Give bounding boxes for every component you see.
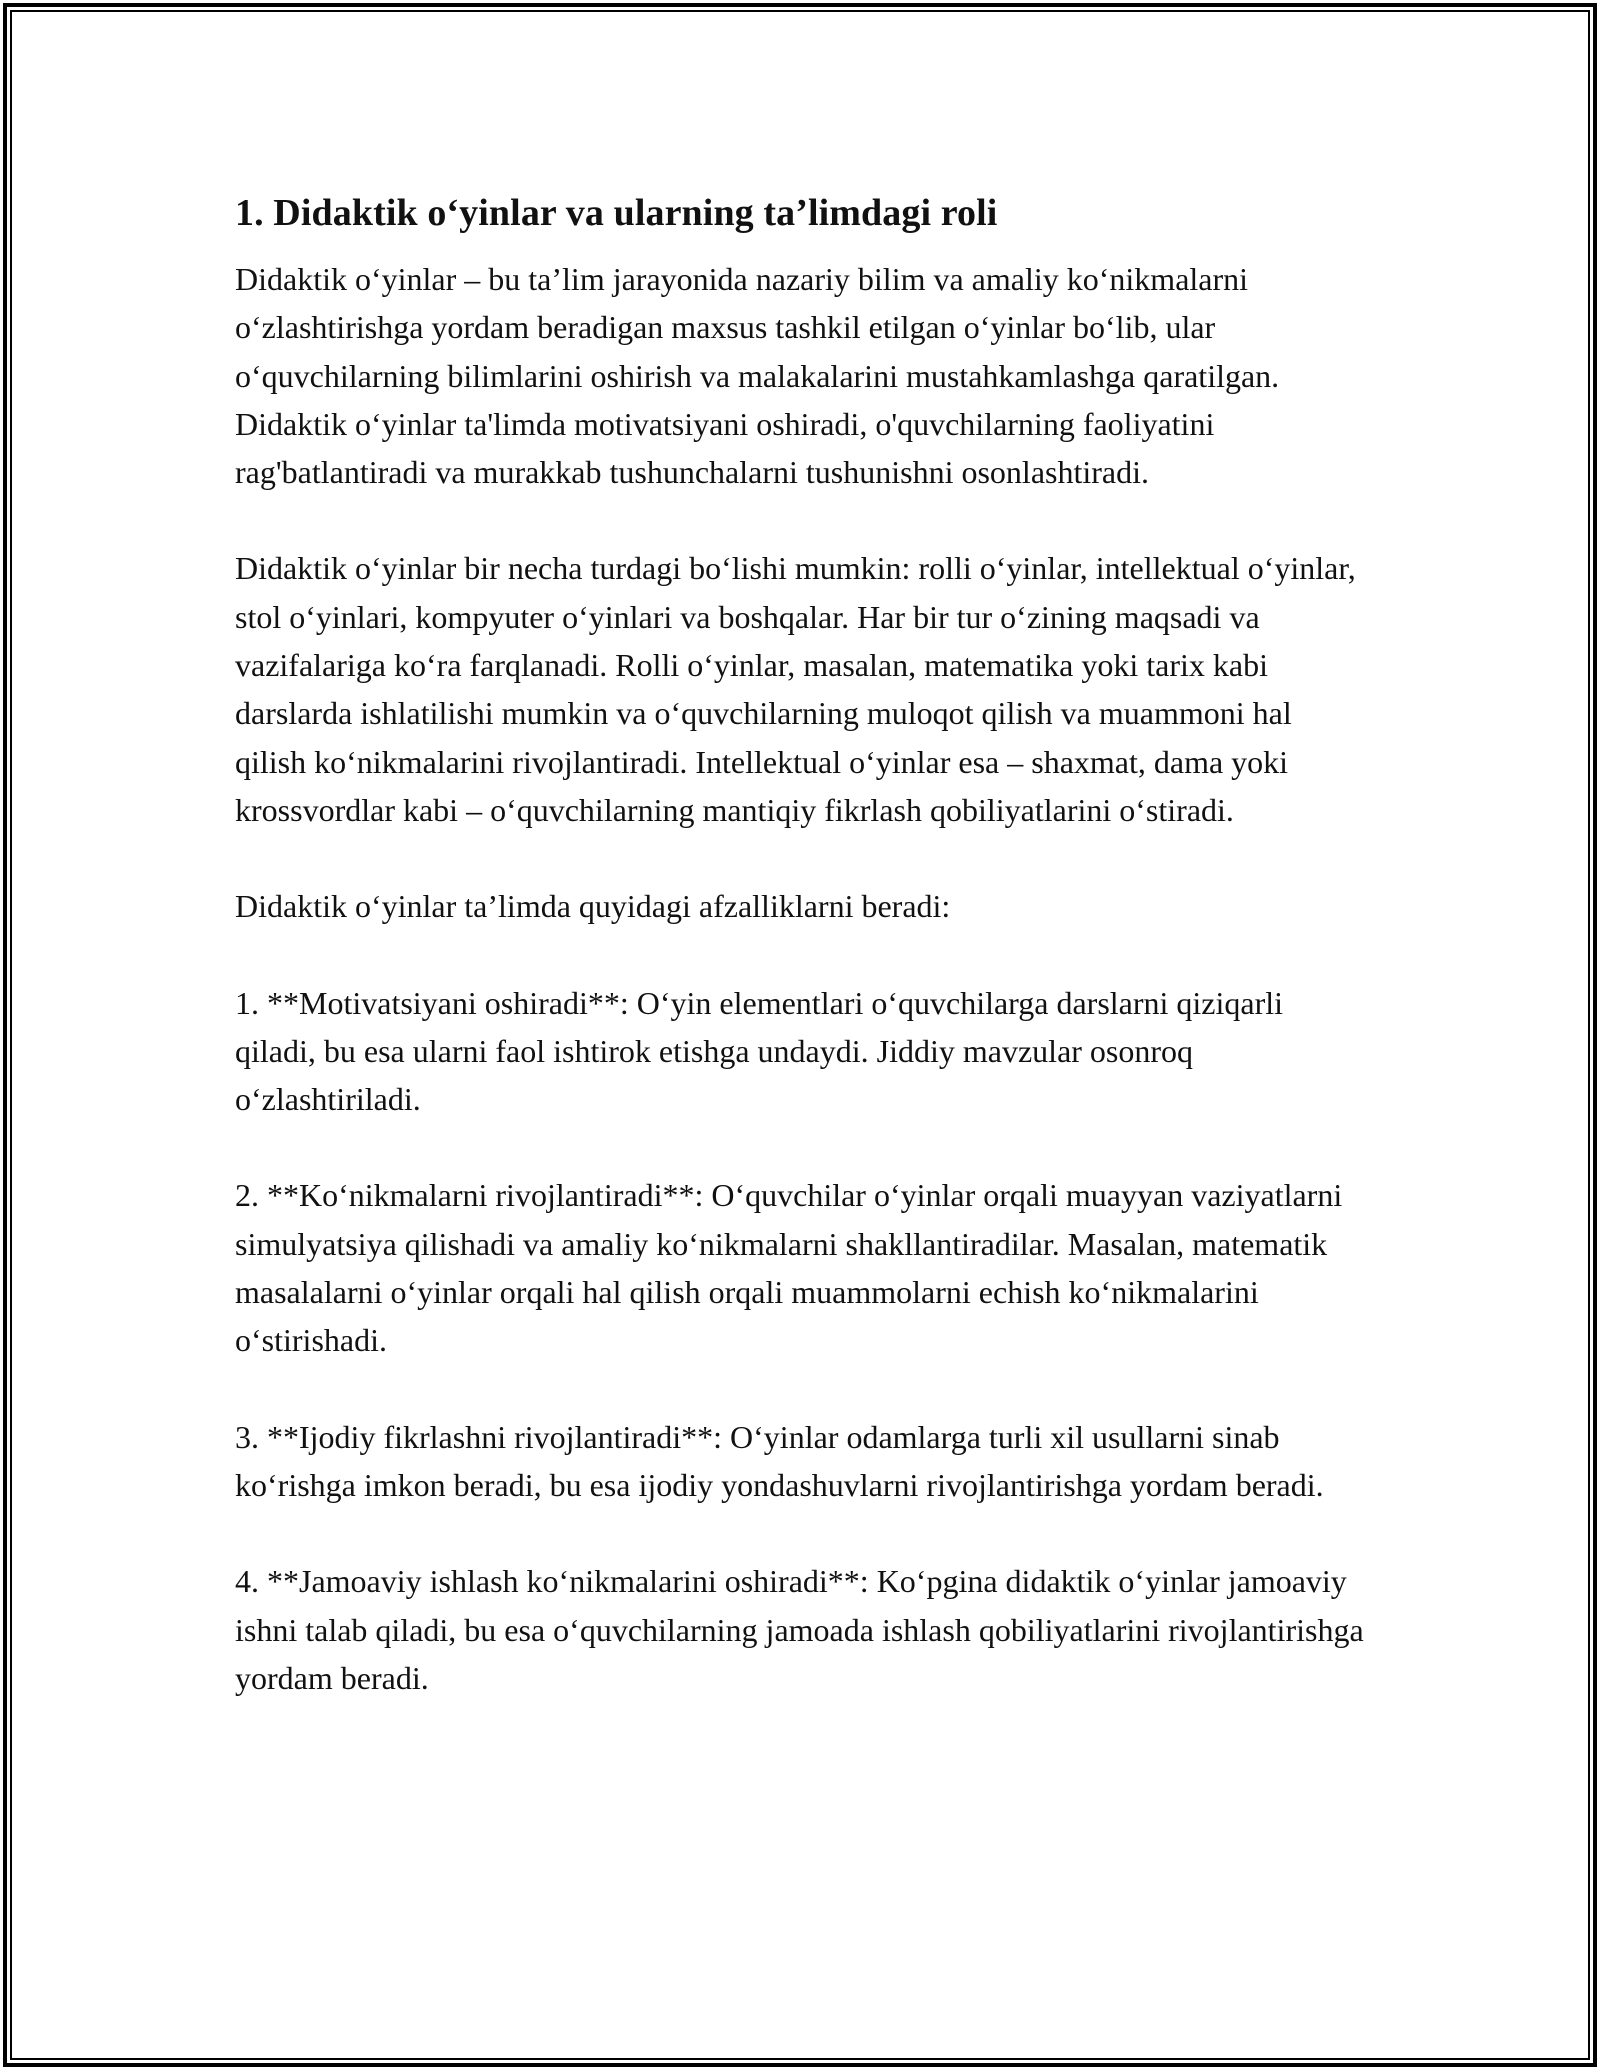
list-item-creative-thinking: 3. **Ijodiy fikrlashni rivojlantiradi**: O‘yinlar odamlarga turli xil usullarni sinab ko‘rishga imkon beradi, bu esa ijodiy yondashuvlarni rivojlantirishga yordam beradi. — [235, 1418, 1324, 1503]
section-heading: 1. Didaktik o‘yinlar va ularning ta’limdagi roli — [235, 192, 998, 234]
paragraph-definition: Didaktik o‘yinlar – bu ta’lim jarayonida nazariy bilim va amaliy ko‘nikmalarni o‘zlashtirishga yordam beradigan maxsus tashkil etilgan o‘yinlar bo‘lib, ular o‘quvchilarning bilimlarini oshirish va malakalarini mustahkamlashga qaratilgan. Didaktik o‘yinlar ta'limda motivatsiyani oshiradi, o'quvchilarning faoliyatini rag'batlantiradi va murakkab tushunchalarni tushunishni osonlashtiradi. — [235, 261, 1280, 491]
list-item-teamwork: 4. **Jamoaviy ishlash ko‘nikmalarini oshiradi**: Ko‘pgina didaktik o‘yinlar jamoaviy ishni talab qiladi, bu esa o‘quvchilarning jamoada ishlash qobiliyatlarini rivojlantirishga yordam beradi. — [235, 1563, 1364, 1696]
document-body — [235, 185, 1365, 1750]
list-item-motivation: 1. **Motivatsiyani oshiradi**: O‘yin elementlari o‘quvchilarga darslarni qiziqarli qiladi, bu esa ularni faol ishtirok etishga undaydi. Jiddiy mavzular osonroq o‘zlashtiriladi. — [235, 984, 1284, 1118]
paragraph-advantages-intro: Didaktik o‘yinlar ta’limda quyidagi afzalliklarni beradi: — [235, 888, 951, 925]
paragraph-types: Didaktik o‘yinlar bir necha turdagi bo‘lishi mumkin: rolli o‘yinlar, intellektual o‘yinlar, stol o‘yinlari, kompyuter o‘yinlari va boshqalar. Har bir tur o‘zining maqsadi va vazifalariga ko‘ra farqlanadi. Rolli o‘yinlar, masalan, matematika yoki tarix kabi darslarda ishlatilishi mumkin va o‘quvchilarning muloqot qilish va muammoni hal qilish ko‘nikmalarini rivojlantiradi. Intellektual o‘yinlar esa – shaxmat, dama yoki krossvordlar kabi – o‘quvchilarning mantiqiy fikrlash qobiliyatlarini o‘stiradi. — [235, 550, 1356, 828]
list-item-skills: 2. **Ko‘nikmalarni rivojlantiradi**: O‘quvchilar o‘yinlar orqali muayyan vaziyatlarni simulyatsiya qilishadi va amaliy ko‘nikmalarni shakllantiradilar. Masalan, matematik masalalarni o‘yinlar orqali hal qilish orqali muammolarni echish ko‘nikmalarini o‘stirishadi. — [235, 1177, 1343, 1359]
